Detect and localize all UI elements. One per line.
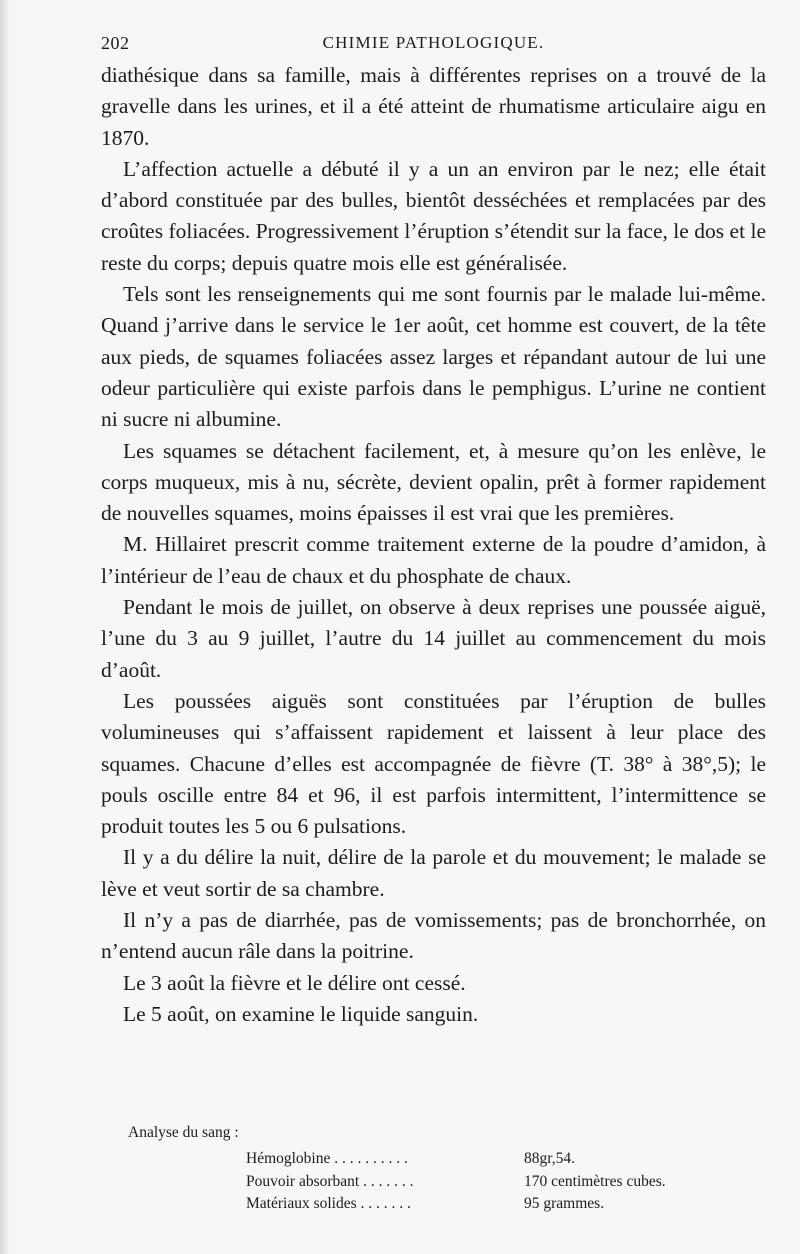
analysis-value: 88gr,54. bbox=[524, 1150, 576, 1167]
analysis-value: 95 grammes. bbox=[524, 1195, 605, 1212]
analysis-row bbox=[246, 1171, 748, 1194]
analysis-value: 170 centimètres cubes. bbox=[524, 1172, 666, 1190]
analysis-row bbox=[246, 1148, 748, 1171]
paragraph: diathésique dans sa famille, mais à différentes reprises on a trouvé de la gravelle dans les urines, et il a été atteint de rhumatisme articulaire aigu en 1870. bbox=[101, 63, 766, 150]
paragraph: Le 5 août, on examine le liquide sanguin. bbox=[123, 1001, 479, 1026]
paragraph: Pendant le mois de juillet, on observe à deux reprises une poussée aiguë, l’une du 3 au 9 juillet, l’autre du 14 juillet au commencement du mois d’août. bbox=[101, 595, 766, 682]
body-text bbox=[101, 60, 766, 1030]
paragraph: Les squames se détachent facilement, et, à mesure qu’on les enlève, le corps muqueux, mis à nu, sécrète, devient opalin, prêt à former rapidement de nouvelles squames, moins épaisses il est vrai que les premières. bbox=[101, 438, 766, 526]
page-number: 202 bbox=[101, 33, 130, 53]
paragraph: L’affection actuelle a débuté il y a un an environ par le nez; elle était d’abord constituée par des bulles, bientôt desséchées et remplacées par des croûtes foliacées. Progressivement l’éruption s’étendit sur la face, le dos et le reste du corps; depuis quatre mois elle est généralisée. bbox=[101, 156, 766, 275]
paragraph: Il n’y a pas de diarrhée, pas de vomissements; pas de bronchorrhée, on n’entend aucun râle dans la poitrine. bbox=[101, 908, 766, 964]
analysis-label: Matériaux solides . . . . . . . bbox=[246, 1195, 411, 1212]
analysis-row bbox=[246, 1193, 748, 1216]
analysis-label: Hémoglobine . . . . . . . . . . bbox=[246, 1150, 408, 1167]
analysis-label: Pouvoir absorbant . . . . . . . bbox=[246, 1172, 414, 1190]
paragraph: M. Hillairet prescrit comme traitement externe de la poudre d’amidon, à l’intérieur de l’eau de chaux et du phosphate de chaux. bbox=[101, 532, 766, 588]
paragraph: Les poussées aiguës sont constituées par l’éruption de bulles volumineuses qui s’affaissent rapidement et laissent à leur place des squames. Chacune d’elles est accompagnée de fièvre (T. 38° à 38°,5); le pouls oscille entre 84 et 96, il est parfois intermittent, l’intermittence se produit toutes les 5 ou 6 pulsations. bbox=[101, 688, 766, 839]
paragraph: Tels sont les renseignements qui me sont fournis par le malade lui-même. Quand j’arrive dans le service le 1er août, cet homme est couvert, de la tête aux pieds, de squames foliacées assez larges et répandant autour de lui une odeur particulière qui existe parfois dans le pemphigus. L’urine ne contient ni sucre ni albumine. bbox=[101, 282, 766, 432]
blood-analysis bbox=[128, 1122, 748, 1216]
running-title: CHIMIE PATHOLOGIQUE. bbox=[322, 33, 545, 52]
paragraph: Le 3 août la fièvre et le délire ont cessé. bbox=[123, 970, 466, 995]
page-header bbox=[101, 33, 766, 57]
analysis-title: Analyse du sang : bbox=[128, 1124, 239, 1141]
paragraph: Il y a du délire la nuit, délire de la parole et du mouvement; le malade se lève et veut sortir de sa chambre. bbox=[101, 845, 766, 901]
analysis-table bbox=[246, 1148, 748, 1216]
